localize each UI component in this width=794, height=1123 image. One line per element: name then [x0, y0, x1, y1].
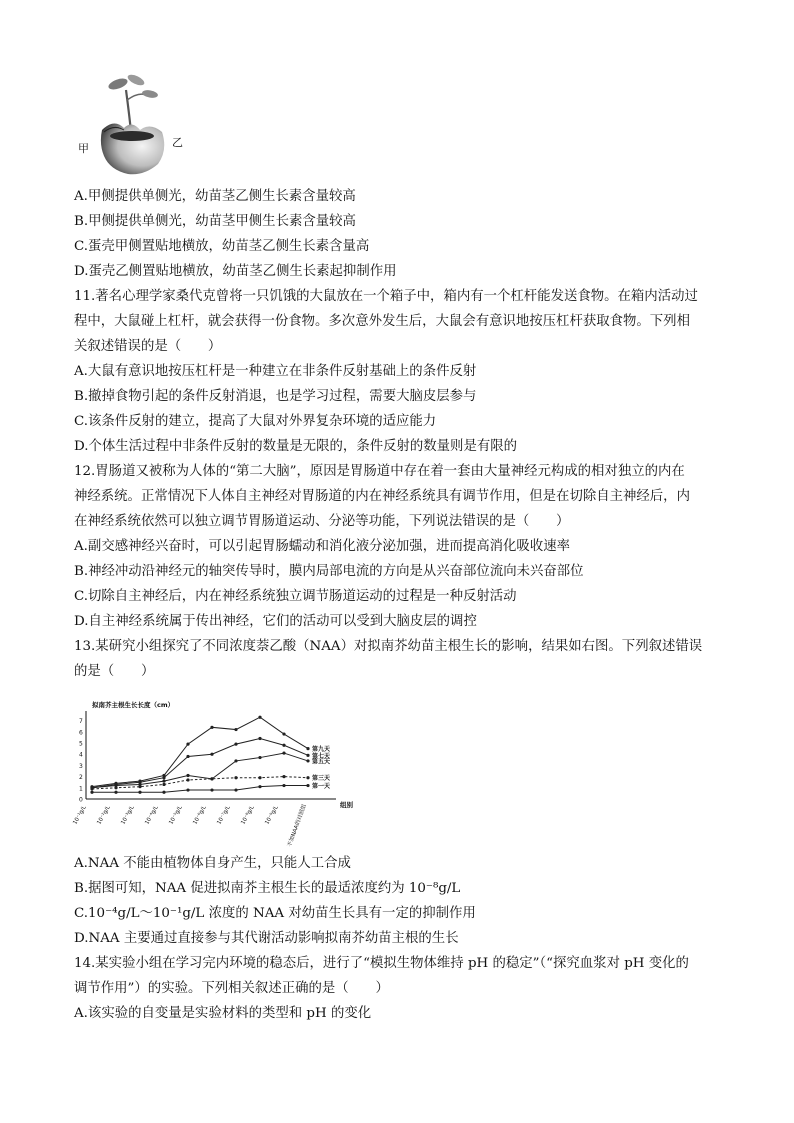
data-point: [306, 754, 309, 757]
data-point: [210, 788, 213, 791]
q14-stem-line-1: 14.某实验小组在学习完内环境的稳态后，进行了“模拟生物体维持 pH 的稳定”（“探究血浆对 pH 变化的: [74, 956, 689, 971]
y-tick-label: 5: [79, 740, 83, 748]
label-jia: 甲: [78, 142, 89, 155]
data-point: [306, 747, 309, 750]
data-point: [210, 726, 213, 729]
data-point: [306, 784, 309, 787]
series-label: 第五天: [312, 758, 331, 766]
x-tick-label: 10⁻¹g/L: [72, 805, 88, 826]
data-point: [114, 791, 117, 794]
data-point: [114, 786, 117, 789]
q11-stem-line-1: 11.著名心理学家桑代克曾将一只饥饿的大鼠放在一个箱子中，箱内有一个杠杆能发送食物。在箱内活动过: [74, 289, 698, 304]
q11-option-a: A.大鼠有意识地按压杠杆是一种建立在非条件反射基础上的条件反射: [74, 364, 477, 379]
y-tick-label: 6: [79, 729, 83, 737]
q13-option-d: D.NAA 主要通过直接参与其代谢活动影响拟南芥幼苗主根的生长: [74, 931, 459, 946]
q11-option-c: C.该条件反射的建立，提高了大鼠对外界复杂环境的适应能力: [74, 414, 437, 429]
data-point: [162, 783, 165, 786]
q12-stem-line-1: 12.胃肠道又被称为人体的“第二大脑”，原因是胃肠道中存在着一套由大量神经元构成的相对独立的内在: [74, 464, 685, 479]
data-point: [282, 775, 285, 778]
q11-option-b: B.撤掉食物引起的条件反射消退，也是学习过程，需要大脑皮层参与: [74, 389, 477, 404]
data-point: [306, 776, 309, 779]
y-tick-label: 1: [79, 785, 83, 793]
y-tick-label: 4: [79, 751, 83, 759]
data-point: [138, 785, 141, 788]
q11-stem-line-2: 程中，大鼠碰上杠杆，就会获得一份食物。多次意外发生后，大鼠会有意识地按压杠杆获取食物。下列相: [74, 314, 690, 329]
x-tick-label: 10⁻⁵g/L: [168, 805, 184, 826]
data-point: [234, 728, 237, 731]
x-tick-label: 10⁻⁶g/L: [192, 805, 208, 826]
series-line: [92, 786, 308, 793]
data-point: [162, 791, 165, 794]
x-tick-label: 10⁻⁹g/L: [264, 805, 280, 826]
q11-option-d: D.个体生活过程中非条件反射的数量是无限的，条件反射的数量则是有限的: [74, 439, 518, 454]
x-tick-label: 不加NAA的对照组: [286, 803, 308, 848]
data-point: [258, 776, 261, 779]
x-tick-label: 10⁻²g/L: [96, 805, 112, 826]
q13-option-a: A.NAA 不能由植物体自身产生，只能人工合成: [74, 856, 351, 871]
data-point: [138, 791, 141, 794]
data-point: [210, 753, 213, 756]
q12-option-b: B.神经冲动沿神经元的轴突传导时，膜内局部电流的方向是从兴奋部位流向未兴奋部位: [74, 564, 584, 579]
data-point: [282, 751, 285, 754]
data-point: [306, 759, 309, 762]
chart-xlabel: 组别: [340, 801, 353, 809]
q12-option-c: C.切除自主神经后，内在神经系统独立调节肠道运动的过程是一种反射活动: [74, 589, 517, 604]
data-point: [186, 743, 189, 746]
data-point: [234, 788, 237, 791]
data-point: [186, 778, 189, 781]
data-point: [210, 777, 213, 780]
naa-root-growth-chart: [72, 695, 374, 848]
y-tick-label: 0: [79, 796, 83, 804]
x-tick-label: 10⁻⁴g/L: [144, 805, 160, 826]
series-label: 第九天: [312, 746, 331, 754]
series-label: 第一天: [312, 783, 331, 791]
data-point: [282, 732, 285, 735]
seedling-eggshell-figure: [74, 70, 194, 180]
data-point: [162, 779, 165, 782]
q14-option-a: A.该实验的自变量是实验材料的类型和 pH 的变化: [74, 1006, 372, 1021]
y-tick-label: 2: [79, 774, 83, 782]
series-line: [92, 717, 308, 786]
data-point: [258, 716, 261, 719]
data-point: [282, 784, 285, 787]
data-point: [258, 785, 261, 788]
q13-stem-line-2: 的是（ ）: [74, 664, 155, 679]
q12-stem-line-2: 神经系统。正常情况下人体自主神经对胃肠道的内在神经系统具有调节作用，但是在切除自主神经后，内: [74, 489, 690, 504]
q13-option-c: C.10⁻⁴g/L～10⁻¹g/L 浓度的 NAA 对幼苗生长具有一定的抑制作用: [74, 906, 476, 921]
data-point: [186, 788, 189, 791]
data-point: [234, 759, 237, 762]
chart-ylabel: 拟南芥主根生长长度（cm）: [92, 701, 175, 709]
data-point: [186, 755, 189, 758]
data-point: [258, 756, 261, 759]
q10-option-b: B.甲侧提供单侧光，幼苗茎甲侧生长素含量较高: [74, 214, 356, 229]
series-label: 第七天: [312, 752, 331, 760]
q11-stem-line-3: 关叙述错误的是（ ）: [74, 339, 222, 354]
series-label: 第三天: [312, 775, 331, 783]
q12-stem-line-3: 在神经系统依然可以独立调节胃肠道运动、分泌等功能，下列说法错误的是（ ）: [74, 514, 570, 529]
q13-stem-line-1: 13.某研究小组探究了不同浓度萘乙酸（NAA）对拟南芥幼苗主根生长的影响，结果如右图。下列叙述错误: [74, 639, 703, 654]
x-tick-label: 10⁻⁷g/L: [216, 805, 232, 826]
data-point: [186, 774, 189, 777]
y-tick-label: 7: [79, 718, 83, 726]
data-point: [90, 791, 93, 794]
q10-option-c: C.蛋壳甲侧置贴地横放，幼苗茎乙侧生长素含量高: [74, 239, 370, 254]
q12-option-a: A.副交感神经兴奋时，可以引起胃肠蠕动和消化液分泌加强，进而提高消化吸收速率: [74, 539, 570, 554]
data-point: [282, 744, 285, 747]
data-point: [234, 776, 237, 779]
series-line: [92, 739, 308, 788]
x-tick-label: 10⁻⁸g/L: [240, 805, 256, 826]
q12-option-d: D.自主神经系统属于传出神经，它们的活动可以受到大脑皮层的调控: [74, 614, 477, 629]
q13-option-b: B.据图可知，NAA 促进拟南芥主根生长的最适浓度约为 10⁻⁸g/L: [74, 881, 461, 896]
q10-option-d: D.蛋壳乙侧置贴地横放，幼苗茎乙侧生长素起抑制作用: [74, 264, 397, 279]
data-point: [258, 737, 261, 740]
y-tick-label: 3: [79, 762, 83, 770]
data-point: [90, 787, 93, 790]
data-point: [234, 743, 237, 746]
chart-svg: [72, 695, 374, 848]
label-yi: 乙: [172, 136, 183, 149]
seedling-eggshell-image: [74, 70, 194, 180]
x-tick-label: 10⁻³g/L: [120, 805, 136, 826]
q14-stem-line-2: 调节作用”）的实验。下列相关叙述正确的是（ ）: [74, 981, 389, 996]
q10-option-a: A.甲侧提供单侧光，幼苗茎乙侧生长素含量较高: [74, 189, 356, 204]
data-point: [162, 776, 165, 779]
